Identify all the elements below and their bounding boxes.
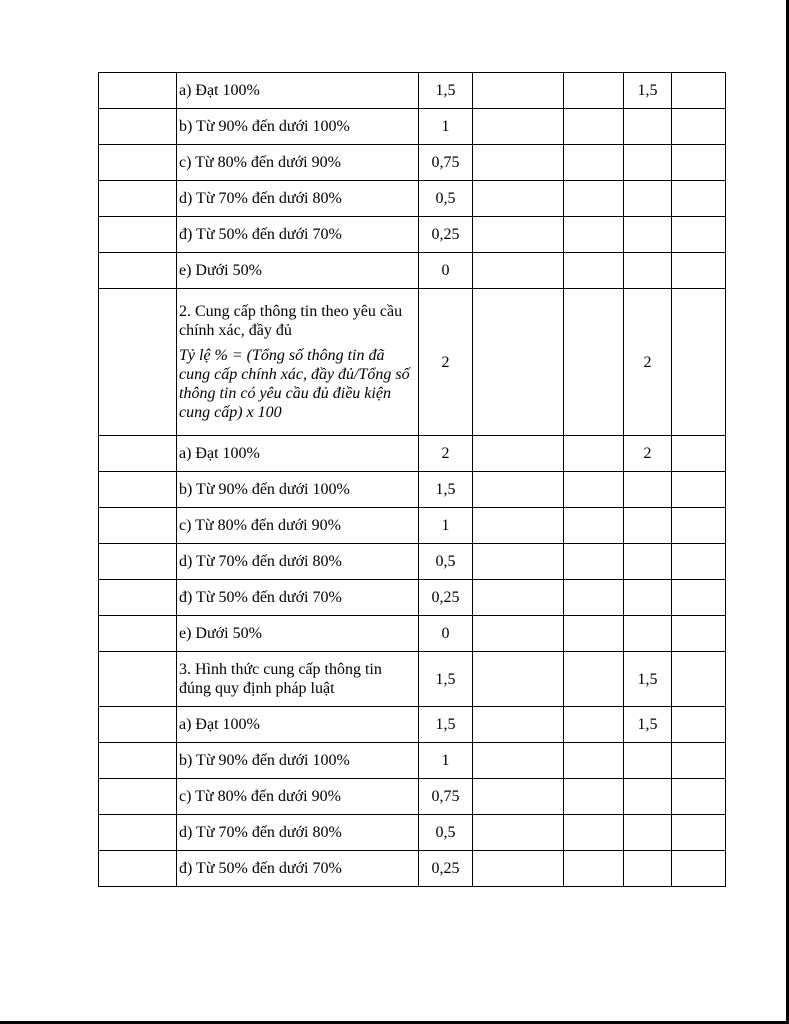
max-score-cell: 1,5: [419, 652, 473, 707]
stt-cell: [99, 472, 177, 508]
empty-cell: [672, 743, 726, 779]
content-cell: c) Từ 80% đến dưới 90%: [177, 145, 419, 181]
table-row: [99, 73, 726, 109]
table-row: [99, 616, 726, 652]
table-row: [99, 436, 726, 472]
empty-cell: [672, 217, 726, 253]
empty-cell: [672, 181, 726, 217]
max-score-cell: 1,5: [419, 73, 473, 109]
content-cell: b) Từ 90% đến dưới 100%: [177, 743, 419, 779]
content-cell: d) Từ 70% đến dưới 80%: [177, 181, 419, 217]
empty-cell: [564, 181, 624, 217]
stt-cell: [99, 815, 177, 851]
empty-cell: [672, 544, 726, 580]
empty-cell: [473, 544, 564, 580]
table-row: [99, 508, 726, 544]
empty-cell: [473, 652, 564, 707]
table-row-criterion: [99, 652, 726, 707]
table-row: [99, 815, 726, 851]
table-row: [99, 253, 726, 289]
empty-cell: [564, 652, 624, 707]
empty-cell: [672, 707, 726, 743]
empty-cell: [473, 580, 564, 616]
self-score-cell: [624, 815, 672, 851]
empty-cell: [473, 181, 564, 217]
stt-cell: [99, 436, 177, 472]
content-cell: c) Từ 80% đến dưới 90%: [177, 779, 419, 815]
max-score-cell: 0,5: [419, 544, 473, 580]
self-score-cell: [624, 472, 672, 508]
empty-cell: [672, 73, 726, 109]
max-score-cell: 0,25: [419, 580, 473, 616]
table-row: [99, 145, 726, 181]
self-score-cell: [624, 109, 672, 145]
stt-cell: [99, 544, 177, 580]
table-row: [99, 109, 726, 145]
scoring-table: [98, 72, 726, 887]
empty-cell: [473, 851, 564, 887]
max-score-cell: 0,5: [419, 181, 473, 217]
content-cell: e) Dưới 50%: [177, 616, 419, 652]
empty-cell: [672, 145, 726, 181]
empty-cell: [473, 436, 564, 472]
self-score-cell: [624, 217, 672, 253]
stt-cell: [99, 851, 177, 887]
max-score-cell: 0,75: [419, 145, 473, 181]
empty-cell: [564, 436, 624, 472]
self-score-cell: [624, 616, 672, 652]
self-score-cell: 2: [624, 436, 672, 472]
max-score-cell: 2: [419, 436, 473, 472]
content-cell: d) Từ 70% đến dưới 80%: [177, 544, 419, 580]
self-score-cell: [624, 743, 672, 779]
max-score-cell: 1,5: [419, 707, 473, 743]
empty-cell: [672, 815, 726, 851]
stt-cell: [99, 616, 177, 652]
empty-cell: [564, 616, 624, 652]
empty-cell: [473, 109, 564, 145]
empty-cell: [564, 289, 624, 436]
stt-cell: [99, 743, 177, 779]
empty-cell: [473, 145, 564, 181]
empty-cell: [473, 472, 564, 508]
stt-cell: [99, 217, 177, 253]
empty-cell: [473, 217, 564, 253]
self-score-cell: [624, 779, 672, 815]
max-score-cell: 1: [419, 743, 473, 779]
content-cell: b) Từ 90% đến dưới 100%: [177, 109, 419, 145]
max-score-cell: 1: [419, 508, 473, 544]
criterion-title: 2. Cung cấp thông tin theo yêu cầu chính xác, đầy đủ: [179, 303, 403, 339]
empty-cell: [473, 253, 564, 289]
empty-cell: [672, 472, 726, 508]
self-score-cell: 1,5: [624, 73, 672, 109]
max-score-cell: 0,25: [419, 851, 473, 887]
empty-cell: [473, 508, 564, 544]
stt-cell: [99, 652, 177, 707]
self-score-cell: [624, 253, 672, 289]
max-score-cell: 1,5: [419, 472, 473, 508]
empty-cell: [672, 779, 726, 815]
max-score-cell: 0,25: [419, 217, 473, 253]
empty-cell: [672, 436, 726, 472]
max-score-cell: 0: [419, 253, 473, 289]
table-row: [99, 580, 726, 616]
table-row: [99, 707, 726, 743]
stt-cell: [99, 73, 177, 109]
stt-cell: [99, 253, 177, 289]
table-row: [99, 544, 726, 580]
content-cell: a) Đạt 100%: [177, 707, 419, 743]
self-score-cell: [624, 145, 672, 181]
content-cell: đ) Từ 50% đến dưới 70%: [177, 851, 419, 887]
empty-cell: [564, 851, 624, 887]
table-row: [99, 217, 726, 253]
empty-cell: [564, 580, 624, 616]
table-row: [99, 743, 726, 779]
max-score-cell: 0: [419, 616, 473, 652]
empty-cell: [672, 289, 726, 436]
content-cell: [177, 289, 419, 436]
empty-cell: [564, 73, 624, 109]
self-score-cell: [624, 508, 672, 544]
stt-cell: [99, 707, 177, 743]
empty-cell: [672, 253, 726, 289]
empty-cell: [672, 851, 726, 887]
table-row: [99, 472, 726, 508]
empty-cell: [473, 707, 564, 743]
table-row-criterion: [99, 289, 726, 436]
empty-cell: [564, 109, 624, 145]
self-score-cell: 2: [624, 289, 672, 436]
empty-cell: [564, 508, 624, 544]
empty-cell: [473, 616, 564, 652]
self-score-cell: 1,5: [624, 652, 672, 707]
empty-cell: [564, 217, 624, 253]
content-cell: đ) Từ 50% đến dưới 70%: [177, 217, 419, 253]
self-score-cell: [624, 181, 672, 217]
content-cell: a) Đạt 100%: [177, 436, 419, 472]
self-score-cell: [624, 544, 672, 580]
content-cell: b) Từ 90% đến dưới 100%: [177, 472, 419, 508]
empty-cell: [672, 652, 726, 707]
empty-cell: [564, 815, 624, 851]
empty-cell: [473, 289, 564, 436]
stt-cell: [99, 181, 177, 217]
empty-cell: [672, 508, 726, 544]
content-cell: e) Dưới 50%: [177, 253, 419, 289]
content-cell: c) Từ 80% đến dưới 90%: [177, 508, 419, 544]
self-score-cell: [624, 851, 672, 887]
stt-cell: [99, 779, 177, 815]
empty-cell: [564, 145, 624, 181]
stt-cell: [99, 580, 177, 616]
content-cell: đ) Từ 50% đến dưới 70%: [177, 580, 419, 616]
table-row: [99, 779, 726, 815]
content-cell: a) Đạt 100%: [177, 73, 419, 109]
empty-cell: [564, 779, 624, 815]
table-row: [99, 181, 726, 217]
self-score-cell: 1,5: [624, 707, 672, 743]
empty-cell: [672, 109, 726, 145]
self-score-cell: [624, 580, 672, 616]
table-row: [99, 851, 726, 887]
stt-cell: [99, 508, 177, 544]
content-cell: 3. Hình thức cung cấp thông tin đúng quy định pháp luật: [177, 652, 419, 707]
empty-cell: [564, 544, 624, 580]
empty-cell: [473, 815, 564, 851]
empty-cell: [672, 580, 726, 616]
empty-cell: [473, 73, 564, 109]
empty-cell: [564, 707, 624, 743]
empty-cell: [564, 743, 624, 779]
max-score-cell: 0,5: [419, 815, 473, 851]
max-score-cell: 1: [419, 109, 473, 145]
stt-cell: [99, 145, 177, 181]
criterion-formula: Tỷ lệ % = (Tổng số thông tin đã cung cấp chính xác, đầy đủ/Tổng số thông tin có yêu cầu đủ điều kiện cung cấp) x 100: [179, 347, 410, 421]
empty-cell: [473, 779, 564, 815]
empty-cell: [473, 743, 564, 779]
empty-cell: [672, 616, 726, 652]
empty-cell: [564, 472, 624, 508]
max-score-cell: 2: [419, 289, 473, 436]
stt-cell: [99, 109, 177, 145]
empty-cell: [564, 253, 624, 289]
max-score-cell: 0,75: [419, 779, 473, 815]
stt-cell: [99, 289, 177, 436]
content-cell: d) Từ 70% đến dưới 80%: [177, 815, 419, 851]
